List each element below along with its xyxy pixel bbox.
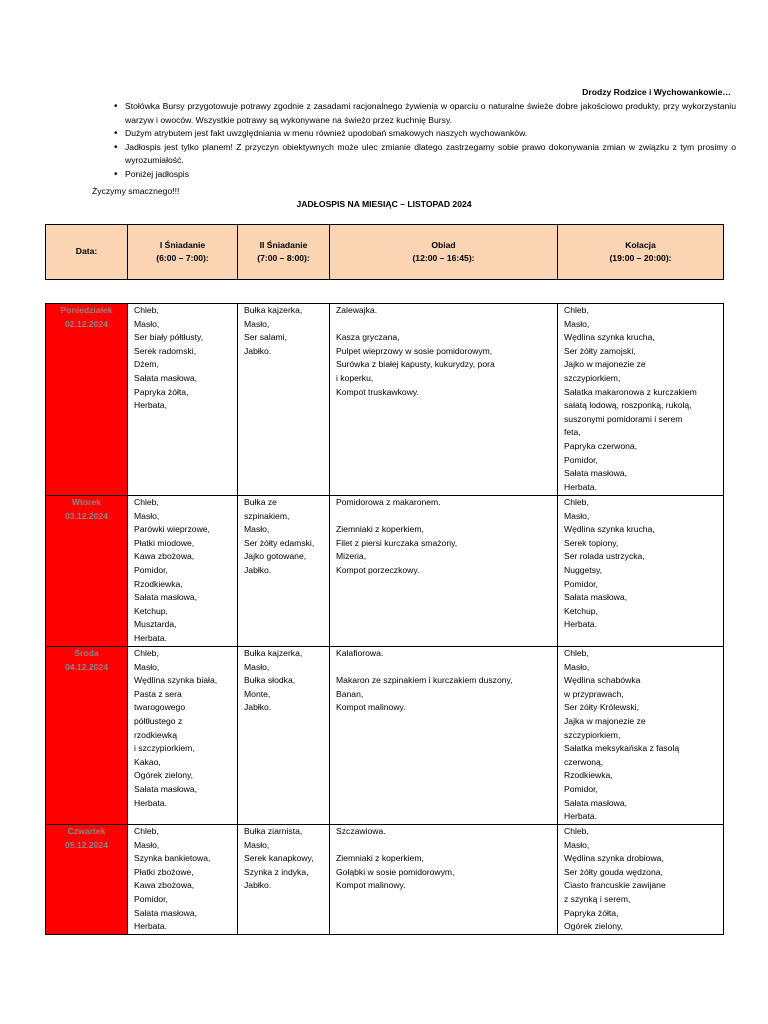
intro-bullet	[96, 127, 736, 141]
day-date: 04.12.2024	[64, 661, 108, 672]
intro-bullet-text: • Stołówka Bursy przygotowuje potrawy zgodnie z zasadami racjonalnego żywienia w oparciu o naturalne świeże dobre jakościowo produkty, przy wykorzystaniu warzyw i owoców. Wszystkie potrawy są wykonywane na świeżo przez kuchnię Bursy.	[125, 101, 736, 125]
greeting: Drodzy Rodzice i Wychowankowie…	[582, 87, 731, 97]
breakfast1-cell: Chleb, Masło, Wędlina szynka biała, Pasta z sera twarogowego półtłustego z rzodkiewką i szczypiorkiem, Kakao, Ogórek zielony, Sałata masłowa, Herbata.	[128, 647, 238, 825]
day-row-thursday	[46, 825, 724, 935]
header-lunch-time: (12:00 – 16:45):	[412, 253, 475, 263]
header-row	[46, 225, 724, 280]
header-date	[46, 225, 128, 280]
breakfast2-cell: Bułka kajzerka, Masło, Ser salami, Jabłko.	[238, 304, 330, 496]
dinner-cell: Chleb, Masło, Wędlina szynka drobiowa, Ser żółty gouda wędzona, Ciasto francuskie zawijane z szynką i serem, Papryka żółta, Ogórek zielony,	[558, 825, 724, 935]
day-cell	[46, 647, 128, 825]
intro-bullet	[96, 168, 736, 182]
lunch-cell: Szczawiowa. Ziemniaki z koperkiem, Gołąbki w sosie pomidorowym, Kompot malinowy.	[330, 825, 558, 935]
menu-table	[45, 303, 724, 935]
lunch-cell: Zalewajka. Kasza gryczana, Pulpet wieprzowy w sosie pomidorowym, Surówka z białej kapusty, kukurydzy, pora i koperku, Kompot truskawkowy.	[330, 304, 558, 496]
header-breakfast1-label: I Śniadanie	[159, 239, 206, 250]
breakfast2-cell: Bułka kajzerka, Masło, Bułka słodka, Monte, Jabłko.	[238, 647, 330, 825]
dinner-cell: Chleb, Masło, Wędlina schabówka w przyprawach, Ser żółty Królewski, Jajka w majonezie ze szczypiorkiem, Sałatka meksykańska z fasolą czerwoną, Rzodkiewka, Pomidor, Sałata masłowa, Herbata.	[558, 647, 724, 825]
header-breakfast2-time: (7:00 – 8:00):	[257, 253, 310, 263]
day-name: Środa	[74, 648, 99, 658]
menu-title: JADŁOSPIS NA MIESIĄC – LISTOPAD 2024	[296, 199, 472, 209]
day-row-monday	[46, 304, 724, 496]
header-breakfast2	[238, 225, 330, 280]
day-date: 02.12.2024	[64, 318, 108, 329]
header-breakfast1-time: (6:00 – 7:00):	[156, 253, 209, 263]
lunch-cell: Kalafiorowa. Makaron ze szpinakiem i kurczakiem duszony, Banan, Kompot malinowy.	[330, 647, 558, 825]
header-lunch-label: Obiad	[431, 239, 456, 250]
day-name: Czwartek	[67, 826, 106, 836]
intro-bullet-text: • Jadłospis jest tylko planem! Z przyczyn obiektywnych może ulec zmianie dlatego zastrzegamy sobie prawo dokonywania zmian w związku z tym prosimy o wyrozumiałość.	[125, 141, 736, 166]
day-row-wednesday	[46, 647, 724, 825]
day-row-tuesday	[46, 496, 724, 647]
day-cell	[46, 825, 128, 935]
day-name: Poniedziałek	[60, 305, 113, 315]
header-dinner	[558, 225, 724, 280]
header-dinner-label: Kolacja	[625, 239, 656, 250]
dinner-cell: Chleb, Masło, Wędlina szynka krucha, Ser żółty zamojski, Jajko w majonezie ze szczypiorkiem, Sałatka makaronowa z kurczakiem sałatą lodową, roszponką, rukolą, suszonymi pomidorami i serem feta, Papryka czerwona, Pomidor, Sałata masłowa, Herbata.	[558, 304, 724, 496]
intro-bullet	[96, 141, 736, 168]
closing-wish: Życzymy smacznego!!!	[92, 186, 180, 196]
day-date: 05.12.2024	[64, 839, 108, 850]
header-breakfast1	[128, 225, 238, 280]
lunch-cell: Pomidorowa z makaronem. Ziemniaki z koperkiem, Filet z piersi kurczaka smażony, Mizeria, Kompot porzeczkowy.	[330, 496, 558, 647]
day-name: Wtorek	[71, 497, 102, 507]
intro-bullet	[96, 100, 736, 127]
header-date-label: Data:	[75, 246, 98, 257]
intro-bullet-text: • Dużym atrybutem jest fakt uwzględniania w menu również upodobań smakowych naszych wychowanków.	[125, 128, 528, 139]
day-cell	[46, 304, 128, 496]
header-dinner-time: (19:00 – 20:00):	[609, 253, 672, 263]
breakfast2-cell: Bułka ze szpinakiem, Masło, Ser żółty edamski, Jajko gotowane, Jabłko.	[238, 496, 330, 647]
intro-bullet-text: • Poniżej jadłospis	[125, 168, 190, 179]
menu-header-table	[45, 224, 724, 280]
day-date: 03.12.2024	[64, 510, 108, 521]
day-cell	[46, 496, 128, 647]
dinner-cell: Chleb, Masło, Wędlina szynka krucha, Serek topiony, Ser rolada ustrzycka, Nuggetsy, Pomidor, Sałata masłowa, Ketchup, Herbata.	[558, 496, 724, 647]
breakfast2-cell: Bułka ziarnista, Masło, Serek kanapkowy, Szynka z indyka, Jabłko.	[238, 825, 330, 935]
header-breakfast2-label: II Śniadanie	[259, 239, 308, 250]
intro-bullet-list	[96, 100, 736, 182]
breakfast1-cell: Chleb, Masło, Szynka bankietowa, Płatki zbożowe, Kawa zbożowa, Pomidor, Sałata masłowa, Herbata.	[128, 825, 238, 935]
breakfast1-cell: Chleb, Masło, Parówki wieprzowe, Płatki miodowe, Kawa zbożowa, Pomidor, Rzodkiewka, Sałata masłowa, Ketchup, Musztarda, Herbata.	[128, 496, 238, 647]
header-lunch	[330, 225, 558, 280]
breakfast1-cell: Chleb, Masło, Ser biały półtłusty, Serek radomski, Dżem, Sałata masłowa, Papryka żółta, Herbata,	[128, 304, 238, 496]
